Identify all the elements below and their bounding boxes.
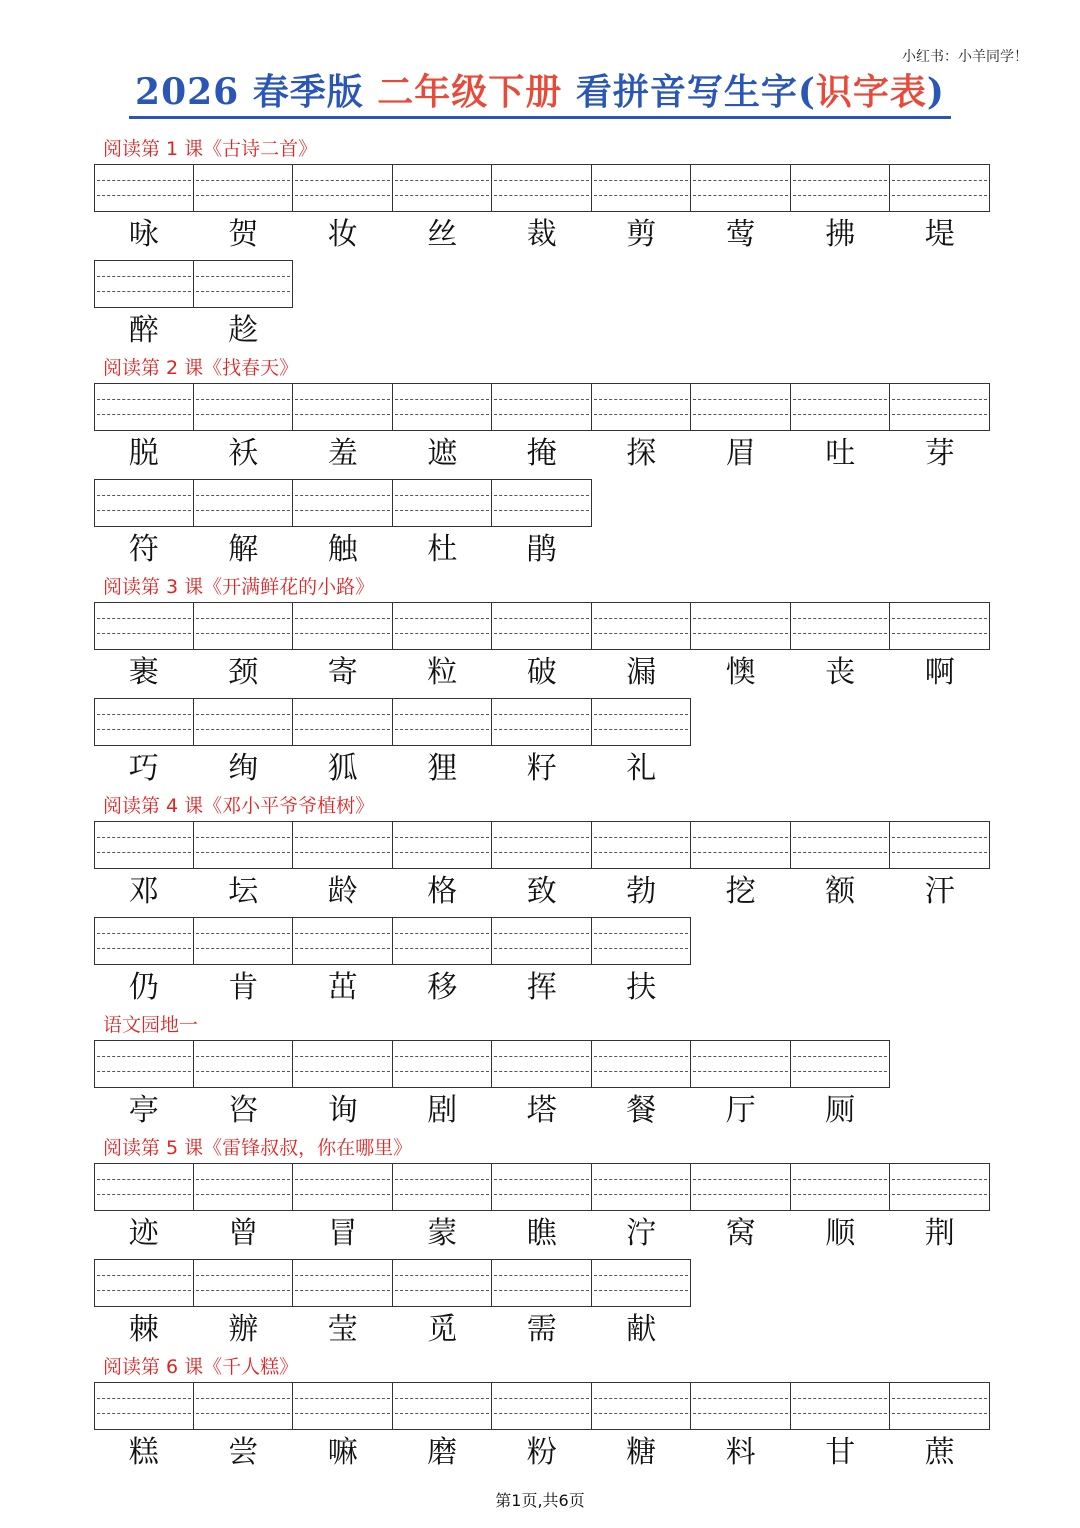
character: 寄 [327, 655, 358, 690]
character: 勃 [626, 874, 657, 909]
character-row [94, 260, 994, 356]
pinyin-cell[interactable] [691, 383, 791, 431]
pinyin-cell[interactable] [194, 1163, 294, 1211]
pinyin-cell[interactable] [592, 164, 692, 212]
character: 礼 [626, 751, 657, 786]
pinyin-cell[interactable] [890, 164, 990, 212]
character-list [94, 527, 994, 575]
character: 餐 [626, 1093, 657, 1128]
character: 仍 [128, 970, 159, 1005]
character: 献 [626, 1312, 657, 1347]
pinyin-grid [94, 383, 994, 431]
character: 籽 [526, 751, 557, 786]
pinyin-cell[interactable] [393, 479, 493, 527]
pinyin-cell[interactable] [293, 164, 393, 212]
character: 格 [427, 874, 458, 909]
character: 漏 [626, 655, 657, 690]
character: 移 [427, 970, 458, 1005]
pinyin-cell[interactable] [194, 383, 294, 431]
pinyin-cell[interactable] [94, 479, 194, 527]
pinyin-grid [94, 602, 994, 650]
pinyin-cell[interactable] [492, 821, 592, 869]
lesson-section [94, 137, 994, 356]
character: 剪 [626, 217, 657, 252]
character: 尝 [228, 1435, 259, 1470]
character: 扶 [626, 970, 657, 1005]
lesson-section [94, 794, 994, 1013]
character: 荆 [924, 1216, 955, 1251]
character-row [94, 1163, 994, 1259]
character: 裁 [526, 217, 557, 252]
lesson-title: 阅读第 2 课《找春天》 [103, 357, 299, 379]
character: 啊 [924, 655, 955, 690]
lesson-title: 阅读第 3 课《开满鲜花的小路》 [103, 576, 375, 598]
character-list [94, 1307, 994, 1355]
page-number: 第1页,共6页 [495, 1491, 585, 1510]
lesson-title: 阅读第 4 课《邓小平爷爷植树》 [103, 795, 375, 817]
pinyin-grid [94, 164, 994, 212]
pinyin-cell[interactable] [194, 479, 294, 527]
character: 莹 [327, 1312, 358, 1347]
character-row [94, 479, 994, 575]
pinyin-cell[interactable] [592, 1259, 692, 1307]
pinyin-cell[interactable] [592, 698, 692, 746]
character: 磨 [427, 1435, 458, 1470]
pinyin-cell[interactable] [492, 479, 592, 527]
pinyin-cell[interactable] [890, 602, 990, 650]
pinyin-cell[interactable] [791, 821, 891, 869]
title-edition: 2026 春季版 [135, 71, 364, 113]
pinyin-cell[interactable] [691, 602, 791, 650]
character-row [94, 917, 994, 1013]
lesson-section [94, 1136, 994, 1355]
character: 糖 [626, 1435, 657, 1470]
character: 醉 [128, 313, 159, 348]
pinyin-grid [94, 917, 994, 965]
pinyin-cell[interactable] [94, 821, 194, 869]
character: 遮 [427, 436, 458, 471]
character-list [94, 212, 994, 260]
character: 探 [626, 436, 657, 471]
pinyin-cell[interactable] [94, 1382, 194, 1430]
pinyin-cell[interactable] [592, 602, 692, 650]
character: 甘 [825, 1435, 856, 1470]
character: 辦 [228, 1312, 259, 1347]
pinyin-grid [94, 821, 994, 869]
pinyin-cell[interactable] [194, 164, 294, 212]
character: 莺 [725, 217, 756, 252]
lesson-section [94, 575, 994, 794]
character: 吐 [825, 436, 856, 471]
character-list [94, 1430, 994, 1478]
pinyin-cell[interactable] [492, 164, 592, 212]
pinyin-cell[interactable] [94, 1259, 194, 1307]
pinyin-cell[interactable] [791, 1163, 891, 1211]
character: 厅 [725, 1093, 756, 1128]
pinyin-cell[interactable] [293, 1040, 393, 1088]
pinyin-cell[interactable] [791, 602, 891, 650]
pinyin-cell[interactable] [492, 917, 592, 965]
lesson-section [94, 1013, 994, 1136]
character-row [94, 698, 994, 794]
pinyin-cell[interactable] [592, 1040, 692, 1088]
character: 曾 [228, 1216, 259, 1251]
pinyin-cell[interactable] [492, 383, 592, 431]
lesson-section [94, 1355, 994, 1478]
pinyin-cell[interactable] [691, 1040, 791, 1088]
pinyin-cell[interactable] [293, 1163, 393, 1211]
pinyin-cell[interactable] [393, 1040, 493, 1088]
pinyin-cell[interactable] [94, 602, 194, 650]
pinyin-grid [94, 479, 994, 527]
character: 冒 [327, 1216, 358, 1251]
character: 嘛 [327, 1435, 358, 1470]
pinyin-cell[interactable] [393, 698, 493, 746]
pinyin-cell[interactable] [94, 260, 194, 308]
pinyin-cell[interactable] [492, 1259, 592, 1307]
character: 眉 [725, 436, 756, 471]
character: 巧 [128, 751, 159, 786]
pinyin-cell[interactable] [691, 164, 791, 212]
character: 糕 [128, 1435, 159, 1470]
lesson-title: 阅读第 6 课《千人糕》 [103, 1356, 299, 1378]
pinyin-cell[interactable] [293, 479, 393, 527]
pinyin-cell[interactable] [94, 383, 194, 431]
character: 掩 [526, 436, 557, 471]
character: 肯 [228, 970, 259, 1005]
pinyin-cell[interactable] [791, 383, 891, 431]
character: 颈 [228, 655, 259, 690]
character-row [94, 164, 994, 260]
pinyin-cell[interactable] [94, 698, 194, 746]
character: 觅 [427, 1312, 458, 1347]
character: 狸 [427, 751, 458, 786]
pinyin-cell[interactable] [94, 1163, 194, 1211]
pinyin-cell[interactable] [293, 602, 393, 650]
pinyin-cell[interactable] [393, 1163, 493, 1211]
character: 致 [526, 874, 557, 909]
pinyin-cell[interactable] [691, 821, 791, 869]
character: 贺 [228, 217, 259, 252]
character: 触 [327, 532, 358, 567]
pinyin-cell[interactable] [393, 164, 493, 212]
pinyin-cell[interactable] [393, 602, 493, 650]
pinyin-cell[interactable] [194, 698, 294, 746]
pinyin-cell[interactable] [791, 1040, 891, 1088]
pinyin-cell[interactable] [393, 917, 493, 965]
character: 剧 [427, 1093, 458, 1128]
character-list [94, 650, 994, 698]
character-list [94, 965, 994, 1013]
character-row [94, 821, 994, 917]
pinyin-cell[interactable] [194, 821, 294, 869]
title-table: 识字表 [815, 71, 927, 113]
pinyin-cell[interactable] [791, 1382, 891, 1430]
pinyin-cell[interactable] [492, 698, 592, 746]
pinyin-cell[interactable] [592, 821, 692, 869]
lesson-title: 语文园地一 [103, 1014, 199, 1036]
title-grade: 二年级下册 [377, 71, 563, 113]
character-list [94, 746, 994, 794]
character-list [94, 1211, 994, 1259]
character: 趁 [228, 313, 259, 348]
pinyin-cell[interactable] [890, 821, 990, 869]
pinyin-cell[interactable] [592, 383, 692, 431]
pinyin-cell[interactable] [94, 1040, 194, 1088]
character: 芽 [924, 436, 955, 471]
pinyin-cell[interactable] [492, 1040, 592, 1088]
pinyin-cell[interactable] [293, 383, 393, 431]
character: 杜 [427, 532, 458, 567]
character: 需 [526, 1312, 557, 1347]
character-list [94, 869, 994, 917]
pinyin-cell[interactable] [791, 164, 891, 212]
character: 妆 [327, 217, 358, 252]
pinyin-cell[interactable] [393, 821, 493, 869]
character-list [94, 431, 994, 479]
pinyin-grid [94, 260, 994, 308]
character: 龄 [327, 874, 358, 909]
pinyin-cell[interactable] [94, 164, 194, 212]
pinyin-cell[interactable] [194, 260, 294, 308]
character: 迹 [128, 1216, 159, 1251]
pinyin-cell[interactable] [592, 1163, 692, 1211]
character: 丧 [825, 655, 856, 690]
page-title [0, 68, 1080, 119]
character: 坛 [228, 874, 259, 909]
character: 拂 [825, 217, 856, 252]
pinyin-grid [94, 1382, 994, 1430]
pinyin-grid [94, 1040, 994, 1088]
character-row [94, 1040, 994, 1136]
character: 咨 [228, 1093, 259, 1128]
character: 蒙 [427, 1216, 458, 1251]
character: 茁 [327, 970, 358, 1005]
character-row [94, 1259, 994, 1355]
character: 脱 [128, 436, 159, 471]
character: 塔 [526, 1093, 557, 1128]
pinyin-cell[interactable] [890, 383, 990, 431]
pinyin-cell[interactable] [592, 917, 692, 965]
character-list [94, 1088, 994, 1136]
character: 泞 [626, 1216, 657, 1251]
pinyin-cell[interactable] [592, 1382, 692, 1430]
character: 额 [825, 874, 856, 909]
pinyin-cell[interactable] [293, 698, 393, 746]
watermark: 小红书：小羊同学！ [902, 49, 1028, 65]
character: 顺 [825, 1216, 856, 1251]
pinyin-cell[interactable] [393, 1259, 493, 1307]
pinyin-cell[interactable] [194, 1040, 294, 1088]
pinyin-cell[interactable] [492, 602, 592, 650]
character: 瞧 [526, 1216, 557, 1251]
character: 料 [725, 1435, 756, 1470]
character: 挖 [725, 874, 756, 909]
pinyin-cell[interactable] [890, 1163, 990, 1211]
character: 粉 [526, 1435, 557, 1470]
character: 懊 [725, 655, 756, 690]
character: 破 [526, 655, 557, 690]
pinyin-cell[interactable] [94, 917, 194, 965]
character: 厕 [825, 1093, 856, 1128]
character: 绚 [228, 751, 259, 786]
pinyin-grid [94, 1259, 994, 1307]
character: 汗 [924, 874, 955, 909]
pinyin-cell[interactable] [293, 917, 393, 965]
pinyin-cell[interactable] [194, 602, 294, 650]
character: 邓 [128, 874, 159, 909]
lesson-title: 阅读第 1 课《古诗二首》 [103, 138, 318, 160]
pinyin-cell[interactable] [890, 1382, 990, 1430]
character: 询 [327, 1093, 358, 1128]
pinyin-cell[interactable] [691, 1382, 791, 1430]
pinyin-cell[interactable] [492, 1382, 592, 1430]
pinyin-cell[interactable] [194, 1382, 294, 1430]
character: 亭 [128, 1093, 159, 1128]
title-subject: 看拼音写生字( [575, 71, 816, 113]
character: 窝 [725, 1216, 756, 1251]
lesson-title: 阅读第 5 课《雷锋叔叔，你在哪里》 [103, 1137, 413, 1159]
character: 鹃 [526, 532, 557, 567]
pinyin-cell[interactable] [293, 1259, 393, 1307]
character-row [94, 602, 994, 698]
title-close-paren: ) [926, 71, 945, 113]
pinyin-cell[interactable] [492, 1163, 592, 1211]
character-row [94, 1382, 994, 1478]
character: 狐 [327, 751, 358, 786]
character: 挥 [526, 970, 557, 1005]
lessons-list [94, 137, 994, 1478]
character: 蔗 [924, 1435, 955, 1470]
character-list [94, 308, 994, 356]
pinyin-cell[interactable] [194, 1259, 294, 1307]
pinyin-cell[interactable] [293, 1382, 393, 1430]
character: 解 [228, 532, 259, 567]
pinyin-grid [94, 698, 994, 746]
pinyin-cell[interactable] [393, 383, 493, 431]
character: 裹 [128, 655, 159, 690]
character: 羞 [327, 436, 358, 471]
character: 丝 [427, 217, 458, 252]
lesson-section [94, 356, 994, 575]
character: 袄 [228, 436, 259, 471]
pinyin-cell[interactable] [691, 1163, 791, 1211]
character-row [94, 383, 994, 479]
pinyin-cell[interactable] [393, 1382, 493, 1430]
character: 棘 [128, 1312, 159, 1347]
character: 粒 [427, 655, 458, 690]
character: 堤 [924, 217, 955, 252]
character: 咏 [128, 217, 159, 252]
character: 符 [128, 532, 159, 567]
pinyin-cell[interactable] [194, 917, 294, 965]
pinyin-cell[interactable] [293, 821, 393, 869]
pinyin-grid [94, 1163, 994, 1211]
title-underline [129, 68, 951, 119]
